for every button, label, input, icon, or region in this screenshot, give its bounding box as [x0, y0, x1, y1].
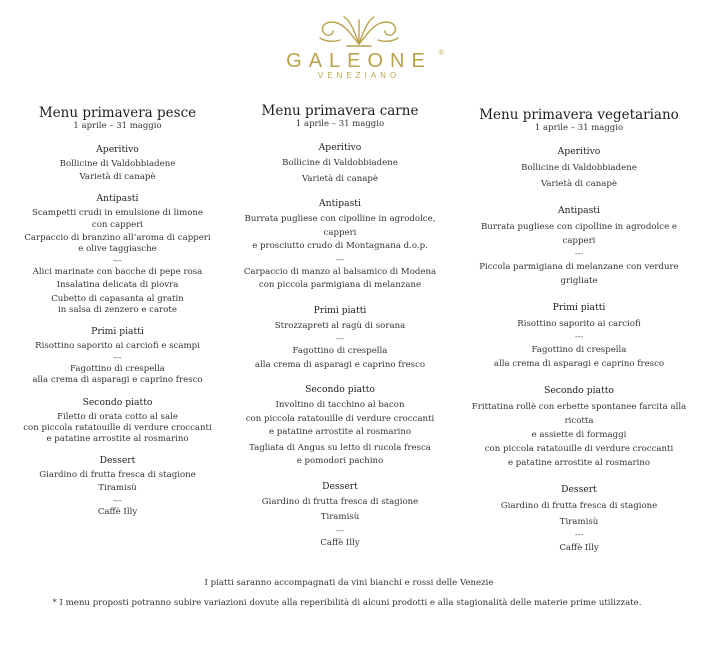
- menu-dates: 1 aprile – 31 maggio: [73, 121, 162, 131]
- dish-item: Giardino di frutta fresca di stagione: [261, 496, 419, 507]
- menu-section: [466, 146, 692, 191]
- brand-name-text: GALEONE: [286, 50, 432, 72]
- section-title: Aperitivo: [96, 144, 139, 155]
- wine-note: I piatti saranno accompagnati da vini bianchi e rossi delle Venezie: [204, 578, 494, 588]
- brand-name: [286, 50, 444, 73]
- menu-title: Menu primavera pesce: [38, 105, 197, 121]
- dish-item: Burrata pugliese con cipolline in agrodolce e capperi: [481, 222, 677, 246]
- menu-section: [10, 455, 225, 518]
- menu-dates: 1 aprile – 31 maggio: [295, 119, 385, 129]
- separator: ---: [335, 334, 345, 343]
- dish-item: Piccola parmigiana di melanzane con verdure grigliate: [479, 262, 679, 286]
- menu-section: [236, 384, 444, 469]
- dish-item: Bollicine di Valdobbiadene: [521, 163, 637, 173]
- separator: ---: [335, 254, 345, 264]
- dish-item: Fagottino di crespella alla crema di asparagi e caprino fresco: [493, 345, 665, 369]
- separator: ---: [574, 249, 584, 258]
- dish-item: Carpaccio di branzino all’aroma di capperi e olive taggiasche: [24, 232, 211, 255]
- dish-item: Involtino di tacchino al bacon con piccola ratatouille di verdure croccanti e patatine arrostite al rosmarino: [245, 400, 435, 437]
- galeone-emblem-icon: [314, 14, 404, 48]
- dish-item: Caffè Illy: [97, 506, 138, 517]
- section-title: Secondo piatto: [544, 385, 614, 396]
- section-title: Primi piatti: [313, 304, 367, 316]
- menu-section: [10, 397, 225, 446]
- menu-dates: 1 aprile – 31 maggio: [534, 123, 624, 133]
- menu-section: [466, 385, 692, 470]
- dish-item: Fagottino di crespella alla crema di asparagi e caprino fresco: [254, 346, 426, 370]
- menu-section: [466, 484, 692, 555]
- section-title: Secondo piatto: [305, 384, 375, 395]
- menu-section: [10, 144, 225, 183]
- menu-title: Menu primavera vegetariano: [479, 107, 679, 123]
- separator: ---: [113, 353, 122, 363]
- dish-item: Varietà di canapè: [79, 172, 156, 183]
- section-title: Dessert: [561, 484, 597, 495]
- dish-item: Carpaccio di manzo al balsamico di Modena con piccola parmigiana di melanzane: [243, 266, 437, 290]
- menu-section: [466, 302, 692, 371]
- section-title: Dessert: [322, 480, 358, 492]
- dish-item: Bollicine di Valdobbiadene: [282, 158, 398, 168]
- disclaimer-note: * I menu proposti potranno subire variazioni dovute alla reperibilità di alcuni prodotti e alla stagionalità delle materie prime utilizzate.: [52, 598, 642, 608]
- separator: ---: [574, 332, 584, 341]
- section-title: Antipasti: [319, 198, 361, 209]
- dish-item: Burrata pugliese con cipolline in agrodolce, capperi e prosciutto crudo di Montagnana d.o.p.: [244, 214, 436, 251]
- dish-item: Strozzapreti al ragù di sorana: [274, 320, 406, 331]
- dish-item: Giardino di frutta fresca di stagione: [39, 470, 196, 481]
- menu-sections: [466, 146, 692, 555]
- menu-column-pesce: [10, 105, 225, 528]
- menu-column-carne: [236, 103, 444, 562]
- section-title: Primi piatti: [91, 326, 144, 338]
- dish-item: Alici marinate con bacche di pepe rosa: [32, 267, 203, 278]
- dish-item: Tiramisù: [559, 517, 599, 527]
- section-title: Antipasti: [558, 205, 600, 216]
- section-title: Aperitivo: [557, 146, 601, 157]
- separator: ---: [574, 530, 584, 539]
- dish-item: Frittatina rollè con erbette spontanee farcita alla ricotta e assiette di formaggi con piccola ratatouille di verdure croccanti e patatine arrostite al rosmarino: [471, 402, 687, 468]
- dish-item: Caffè Illy: [320, 537, 360, 548]
- dish-item: Cubetto di capasanta al gratin in salsa di zenzero e carote: [51, 293, 184, 315]
- separator: ---: [335, 525, 345, 535]
- separator: ---: [113, 495, 122, 505]
- menu-sections: [236, 142, 444, 550]
- section-title: Antipasti: [96, 193, 139, 205]
- menu-section: [466, 205, 692, 288]
- menu-section: [236, 198, 444, 293]
- dish-item: Insalatina delicata di piovra: [56, 280, 179, 291]
- section-title: Aperitivo: [318, 142, 362, 153]
- section-title: Dessert: [99, 455, 136, 467]
- dish-item: Tiramisù: [320, 512, 360, 522]
- dish-item: Risottino saporito ai carciofi e scampi: [35, 341, 200, 352]
- dish-item: Tiramisù: [98, 483, 137, 494]
- separator: ---: [113, 256, 122, 266]
- menu-section: [236, 481, 444, 551]
- dish-item: Risottino saporito ai carciofi: [517, 319, 641, 329]
- brand-subtitle: VENEZIANO: [317, 71, 401, 80]
- menu-title: Menu primavera carne: [261, 103, 419, 119]
- menu-section: [10, 326, 225, 387]
- dish-item: Scampetti crudi in emulsione di limone con capperi: [31, 208, 204, 230]
- dish-item: Bollicine di Valdobbiadene: [59, 159, 176, 169]
- dish-item: Caffè Illy: [559, 543, 599, 553]
- menu-sections: [10, 144, 225, 518]
- galeone-logo: [0, 14, 718, 80]
- dish-item: Filetto di orata cotto al sale con piccola ratatouille di verdure croccanti e patatine arrostite al rosmarino: [23, 411, 212, 445]
- dish-item: Tagliata di Angus su letto di rucola fresca e pomodori pachino: [249, 442, 431, 466]
- menu-section: [236, 142, 444, 186]
- menu-section: [10, 193, 225, 316]
- dish-item: Fagottino di crespella alla crema di asparagi e caprino fresco: [32, 364, 203, 386]
- section-title: Secondo piatto: [82, 396, 153, 408]
- dish-item: Varietà di canapè: [302, 173, 378, 184]
- menu-column-vegetariano: [466, 107, 692, 569]
- dish-item: Varietà di canapè: [541, 179, 617, 189]
- dish-item: Giardino di frutta fresca di stagione: [500, 501, 658, 511]
- menu-section: [236, 305, 444, 373]
- section-title: Primi piatti: [552, 302, 606, 313]
- registered-mark: ®: [438, 50, 444, 57]
